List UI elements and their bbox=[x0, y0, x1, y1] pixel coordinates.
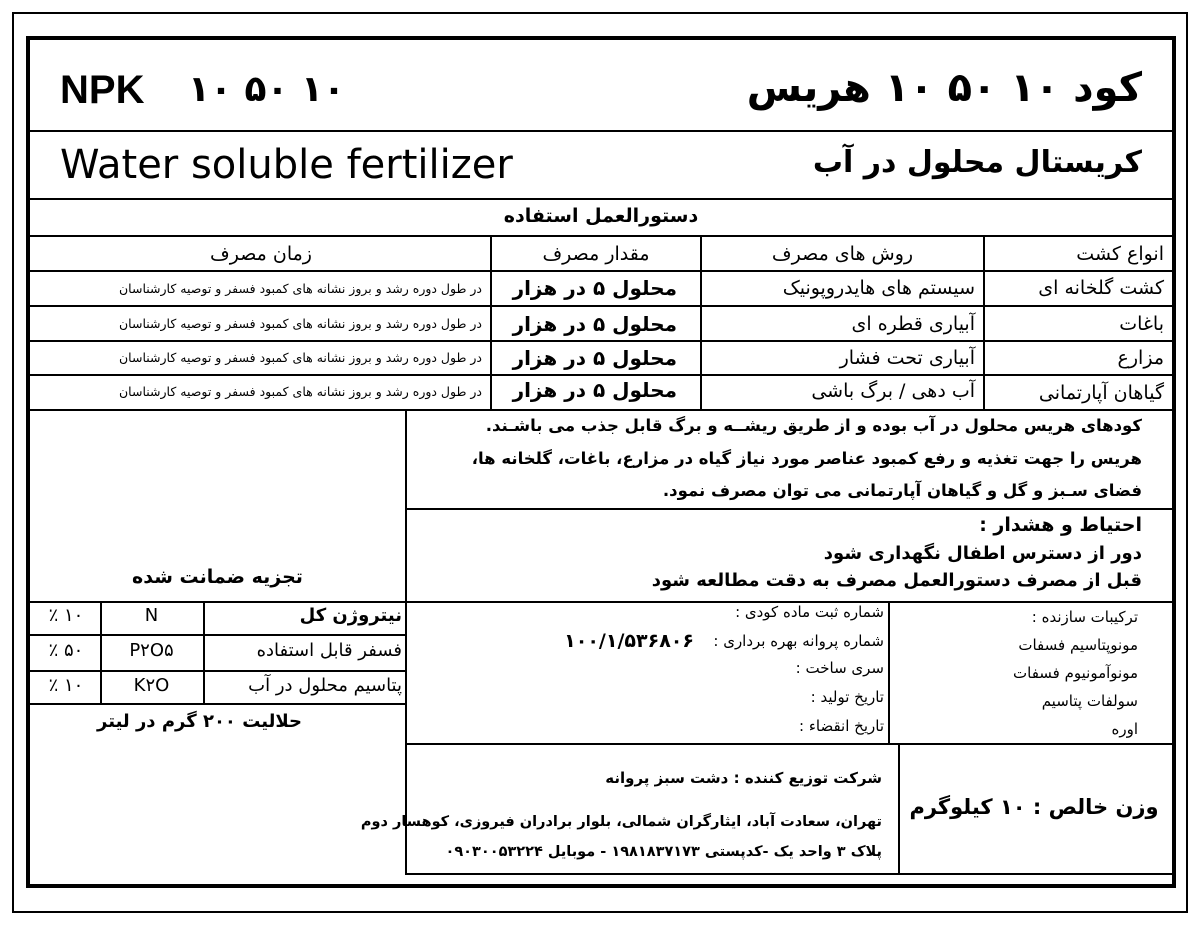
time-cell: در طول دوره رشد و بروز نشانه های کمبود فسفر و توصیه کارشناسان bbox=[118, 316, 482, 331]
npk-label: NPK bbox=[60, 68, 145, 112]
nutrient-percent: ٪ ۵۰ bbox=[48, 640, 84, 661]
net-weight: وزن خالص : ۱۰ کیلوگرم bbox=[909, 795, 1159, 819]
instructions-title: دستورالعمل استفاده bbox=[503, 205, 699, 227]
npk-values: ۱۰ ۵۰ ۱۰ bbox=[188, 69, 345, 110]
ingredient-item: مونوآمونیوم فسفات bbox=[1013, 664, 1138, 682]
divider bbox=[30, 130, 1172, 132]
description-line: هریس را جهت تغذیه و رفع کمبود عناصر مورد نیاز گیاه در مزارع، باغات، گلخانه ها، bbox=[471, 449, 1142, 468]
nutrient-name: فسفر قابل استفاده bbox=[256, 640, 402, 661]
divider bbox=[30, 235, 1172, 237]
divider bbox=[30, 374, 1172, 376]
divider bbox=[405, 508, 1172, 510]
description-line: کودهای هریس محلول در آب بوده و از طریق ریشــه و برگ قابل جذب می باشـند. bbox=[485, 416, 1142, 435]
column-divider bbox=[203, 601, 205, 703]
column-header-time: زمان مصرف bbox=[210, 243, 312, 265]
method-cell: سیستم های هایدروپونیک bbox=[782, 277, 975, 299]
expiry-date-label: تاریخ انقضاء : bbox=[799, 717, 884, 735]
english-title: Water soluble fertilizer bbox=[60, 142, 513, 188]
ingredients-title: ترکیبات سازنده : bbox=[1031, 608, 1138, 626]
divider bbox=[30, 703, 405, 705]
nutrient-symbol: K۲O bbox=[133, 675, 170, 696]
method-cell: آب دهی / برگ باشی bbox=[811, 380, 975, 402]
persian-subtitle: کریستال محلول در آب bbox=[812, 145, 1142, 180]
product-title: کود ۱۰ ۵۰ ۱۰ هریس bbox=[746, 65, 1142, 111]
time-cell: در طول دوره رشد و بروز نشانه های کمبود فسفر و توصیه کارشناسان bbox=[118, 281, 482, 296]
distributor-name: شرکت توزیع کننده : دشت سبز پروانه bbox=[605, 769, 882, 787]
divider bbox=[30, 670, 405, 672]
divider bbox=[30, 409, 1172, 411]
crop-cell: مزارع bbox=[1117, 347, 1164, 369]
ingredient-item: اوره bbox=[1111, 720, 1138, 738]
time-cell: در طول دوره رشد و بروز نشانه های کمبود فسفر و توصیه کارشناسان bbox=[118, 384, 482, 399]
method-cell: آبیاری تحت فشار bbox=[839, 347, 975, 369]
license-number: ۱۰۰/۱/۵۳۶۸۰۶ bbox=[564, 630, 694, 652]
section-divider bbox=[405, 411, 407, 873]
batch-label: سری ساخت : bbox=[795, 659, 884, 677]
method-cell: آبیاری قطره ای bbox=[851, 313, 975, 335]
analysis-title: تجزیه ضمانت شده bbox=[132, 566, 303, 588]
column-divider bbox=[983, 235, 985, 410]
divider bbox=[405, 743, 1172, 745]
license-label: شماره پروانه بهره برداری : bbox=[713, 632, 884, 650]
nutrient-name: نیتروژن کل bbox=[299, 605, 402, 626]
description-line: فضای سـبز و گل و گیاهان آپارتمانی می توان مصرف نمود. bbox=[662, 481, 1142, 500]
distributor-contact: پلاک ۳ واحد یک -کدپستی ۱۹۸۱۸۳۷۱۷۳ - موبایل ۰۹۰۳۰۰۵۳۲۲۴ bbox=[445, 844, 882, 860]
divider bbox=[30, 270, 1172, 272]
production-date-label: تاریخ تولید : bbox=[810, 688, 884, 706]
nutrient-percent: ٪ ۱۰ bbox=[48, 605, 84, 626]
divider bbox=[30, 340, 1172, 342]
divider bbox=[30, 601, 405, 603]
amount-cell: محلول ۵ در هزار bbox=[512, 276, 677, 300]
column-header-crop: انواع کشت bbox=[1076, 243, 1164, 265]
crop-cell: کشت گلخانه ای bbox=[1038, 277, 1164, 299]
crop-cell: باغات bbox=[1119, 313, 1164, 335]
nutrient-percent: ٪ ۱۰ bbox=[48, 675, 84, 696]
column-divider bbox=[888, 601, 890, 743]
divider bbox=[30, 634, 405, 636]
distributor-address: تهران، سعادت آباد، ایثارگران شمالی، بلوار برادران فیروزی، کوهسار دوم bbox=[360, 814, 882, 830]
column-header-method: روش های مصرف bbox=[771, 243, 914, 265]
amount-cell: محلول ۵ در هزار bbox=[512, 378, 677, 402]
warning-line: قبل از مصرف دستورالعمل مصرف به دقت مطالعه شود bbox=[651, 570, 1142, 591]
divider bbox=[30, 198, 1172, 200]
ingredient-item: مونوپتاسیم فسفات bbox=[1018, 636, 1138, 654]
ingredient-item: سولفات پتاسیم bbox=[1041, 692, 1138, 710]
divider bbox=[30, 305, 1172, 307]
nutrient-symbol: P۲O۵ bbox=[129, 640, 174, 661]
nutrient-symbol: N bbox=[144, 605, 159, 626]
time-cell: در طول دوره رشد و بروز نشانه های کمبود فسفر و توصیه کارشناسان bbox=[118, 350, 482, 365]
amount-cell: محلول ۵ در هزار bbox=[512, 346, 677, 370]
nutrient-name: پتاسیم محلول در آب bbox=[248, 675, 402, 696]
column-header-amount: مقدار مصرف bbox=[542, 243, 650, 265]
crop-cell: گیاهان آپارتمانی bbox=[1038, 382, 1164, 404]
material-code-label: شماره ثبت ماده کودی : bbox=[735, 603, 884, 621]
divider bbox=[405, 873, 1172, 875]
warning-title: احتیاط و هشدار : bbox=[979, 514, 1142, 536]
solubility: حلالیت ۲۰۰ گرم در لیتر bbox=[97, 711, 302, 732]
amount-cell: محلول ۵ در هزار bbox=[512, 312, 677, 336]
warning-line: دور از دسترس اطفال نگهداری شود bbox=[823, 543, 1142, 564]
